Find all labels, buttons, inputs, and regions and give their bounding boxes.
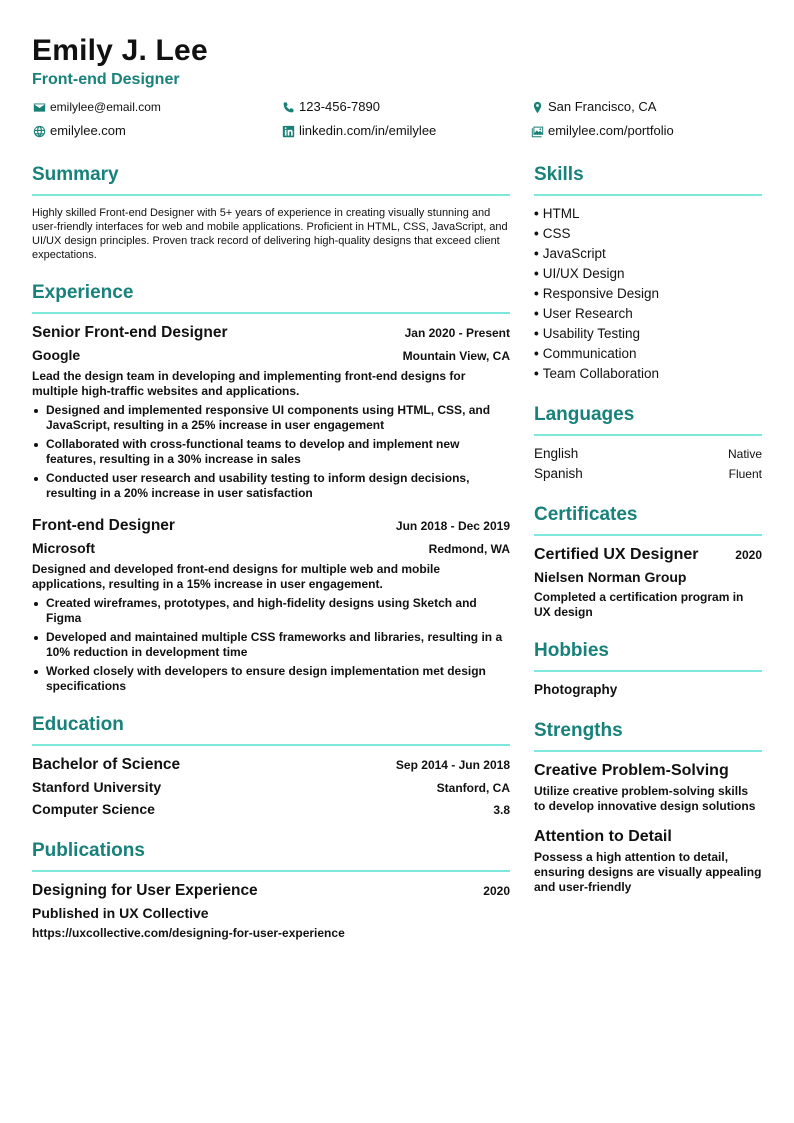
job-dates: Jun 2018 - Dec 2019 <box>395 519 510 533</box>
section-divider <box>534 434 762 436</box>
section-divider <box>534 750 762 752</box>
contact-location-text: San Francisco, CA <box>548 99 657 114</box>
email-icon <box>32 100 46 114</box>
languages-heading: Languages <box>534 404 635 425</box>
portfolio-icon <box>530 124 544 138</box>
certificate-org: Nielsen Norman Group <box>534 569 687 585</box>
job-bullet: Collaborated with cross-functional teams to develop and implement new features, resulting in a 30% increase in sales <box>32 437 510 467</box>
contact-phone[interactable] <box>281 98 530 116</box>
contact-website-text: emilylee.com <box>50 123 126 138</box>
strength-item <box>534 826 762 895</box>
job-description: Designed and developed front-end designs for multiple web and mobile applications, resulting in a 15% increase in user engagement. <box>32 562 441 591</box>
certificate-description: Completed a certification program in UX design <box>534 590 744 619</box>
section-divider <box>534 534 762 536</box>
certificates-heading: Certificates <box>534 504 638 525</box>
candidate-role: Front-end Designer <box>32 71 180 88</box>
job-bullet: Created wireframes, prototypes, and high-fidelity designs using Sketch and Figma <box>32 596 510 626</box>
language-item <box>534 444 762 464</box>
skill-item: • User Research <box>534 306 633 321</box>
job-dates: Jan 2020 - Present <box>404 326 510 340</box>
section-divider <box>32 194 510 196</box>
phone-icon <box>281 100 295 114</box>
job-entry <box>32 322 510 501</box>
left-column <box>32 162 510 960</box>
strengths-heading: Strengths <box>534 720 623 741</box>
publications-section <box>32 838 510 942</box>
section-divider <box>534 194 762 196</box>
contact-website[interactable] <box>32 122 281 140</box>
summary-heading: Summary <box>32 164 119 185</box>
languages-section <box>534 402 762 484</box>
job-company: Google <box>32 347 81 363</box>
publication-year: 2020 <box>483 884 510 898</box>
publication-title: Designing for User Experience <box>32 882 258 899</box>
strength-description: Utilize creative problem-solving skills to develop innovative design solutions <box>534 784 756 813</box>
skill-item: • JavaScript <box>534 246 606 261</box>
education-heading: Education <box>32 714 124 735</box>
language-name: English <box>534 446 579 461</box>
contact-portfolio[interactable] <box>530 122 762 140</box>
job-location: Redmond, WA <box>428 542 510 556</box>
skill-item: • CSS <box>534 226 571 241</box>
skill-item: • Responsive Design <box>534 286 660 301</box>
section-divider <box>32 870 510 872</box>
contact-email-text: emilylee@email.com <box>50 100 161 114</box>
skill-item: • UI/UX Design <box>534 266 625 281</box>
experience-heading: Experience <box>32 282 134 303</box>
skills-heading: Skills <box>534 164 584 185</box>
certificate-name: Certified UX Designer <box>534 546 699 563</box>
job-title: Senior Front-end Designer <box>32 324 228 341</box>
education-field: Computer Science <box>32 801 155 817</box>
language-level: Native <box>727 447 762 461</box>
education-degree: Bachelor of Science <box>32 756 181 773</box>
contact-email[interactable] <box>32 98 281 116</box>
hobbies-heading: Hobbies <box>534 640 609 661</box>
contact-linkedin[interactable] <box>281 122 530 140</box>
job-location: Mountain View, CA <box>402 349 510 363</box>
job-bullet: Developed and maintained multiple CSS frameworks and libraries, resulting in a 10% reduction in development time <box>32 630 510 660</box>
language-name: Spanish <box>534 466 583 481</box>
contact-phone-text: 123-456-7890 <box>299 99 380 114</box>
section-divider <box>32 312 510 314</box>
candidate-name: Emily J. Lee <box>32 34 208 67</box>
job-bullet: Conducted user research and usability testing to inform design decisions, resulting in a 20% increase in user satisfaction <box>32 471 510 501</box>
skills-section <box>534 162 762 384</box>
hobbies-section <box>534 638 762 700</box>
strength-title: Attention to Detail <box>534 828 672 845</box>
skill-item: • Usability Testing <box>534 326 641 341</box>
contact-linkedin-text: linkedin.com/in/emilylee <box>299 123 437 138</box>
contact-location <box>530 98 762 116</box>
language-item <box>534 464 762 484</box>
certificate-year: 2020 <box>735 548 762 562</box>
job-bullets <box>32 596 510 694</box>
certificates-section <box>534 502 762 620</box>
job-description: Lead the design team in developing and implementing front-end designs for multiple high-traffic websites and applications. <box>32 369 466 398</box>
language-level: Fluent <box>728 467 762 481</box>
location-icon <box>530 100 544 114</box>
skill-item: • Team Collaboration <box>534 366 660 381</box>
job-bullet: Worked closely with developers to ensure design implementation met design specifications <box>32 664 510 694</box>
section-divider <box>534 670 762 672</box>
publications-heading: Publications <box>32 840 145 861</box>
right-column <box>534 162 762 960</box>
strength-description: Possess a high attention to detail, ensuring designs are visually appealing and user-friendly <box>534 850 762 894</box>
job-entry <box>32 515 510 694</box>
publication-link[interactable]: https://uxcollective.com/designing-for-user-experience <box>32 926 345 940</box>
education-gpa: 3.8 <box>493 803 510 817</box>
summary-text: Highly skilled Front-end Designer with 5+ years of experience in creating visually stunning and user-friendly interfaces for web and mobile applications. Proficient in HTML, CSS, JavaScript, and UI/UX design principles. Proven track record of delivering high-quality designs that exceed client expectations. <box>32 207 508 261</box>
summary-section <box>32 162 510 262</box>
publication-publisher: Published in UX Collective <box>32 905 209 921</box>
strengths-section <box>534 718 762 895</box>
job-title: Front-end Designer <box>32 517 175 534</box>
contact-portfolio-text: emilylee.com/portfolio <box>548 123 674 138</box>
globe-icon <box>32 124 46 138</box>
education-school: Stanford University <box>32 779 162 795</box>
experience-section <box>32 280 510 694</box>
linkedin-icon <box>281 124 295 138</box>
education-location: Stanford, CA <box>436 781 510 795</box>
contact-info <box>32 98 762 140</box>
skills-list <box>534 204 762 384</box>
job-bullets <box>32 403 510 501</box>
skill-item: • HTML <box>534 206 580 221</box>
resume-columns <box>32 162 762 960</box>
job-bullet: Designed and implemented responsive UI components using HTML, CSS, and JavaScript, resulting in a 25% increase in user engagement <box>32 403 510 433</box>
education-section <box>32 712 510 820</box>
strength-title: Creative Problem-Solving <box>534 762 729 779</box>
section-divider <box>32 744 510 746</box>
skill-item: • Communication <box>534 346 637 361</box>
hobby-item: Photography <box>534 682 618 697</box>
education-dates: Sep 2014 - Jun 2018 <box>395 758 510 772</box>
job-company: Microsoft <box>32 540 95 556</box>
strength-item <box>534 760 762 814</box>
